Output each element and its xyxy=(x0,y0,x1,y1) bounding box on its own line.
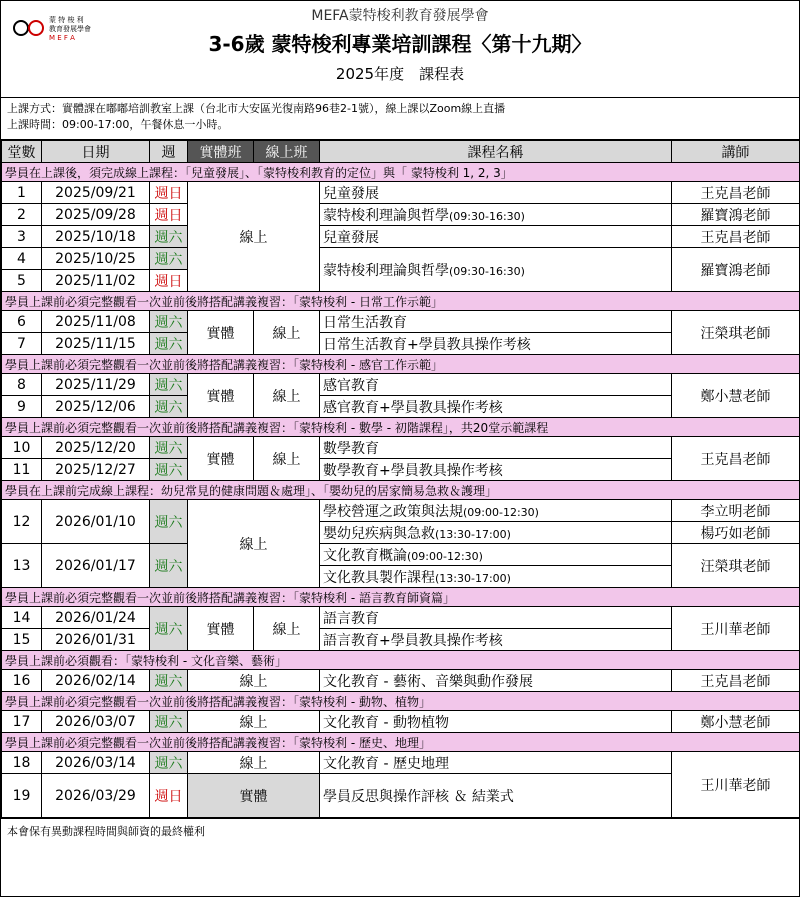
logo-line3: M E F A xyxy=(49,34,75,42)
info-line-1: 上課方式：實體課在嘟嘟培訓教室上課（台北市大安區光復南路96巷2-1號），線上課以Zoom線上直播 xyxy=(7,102,506,115)
note-row: 學員上課前必須完整觀看一次並前後將搭配講義複習：「蒙特梭利 - 數學 - 初階課程」，共20堂示範課程 xyxy=(2,418,800,437)
table-row: 12 2026/01/10 週六 線上 學校營運之政策與法規(09:00-12:30) 李立明老師 xyxy=(2,500,800,522)
col-header: 課程名稱 xyxy=(320,141,672,163)
table-row: 18 2026/03/14 週六 線上 文化教育 - 歷史地理 王川華老師 xyxy=(2,752,800,774)
table-row: 1 2025/09/21 週日 線上 兒童發展 王克昌老師 xyxy=(2,182,800,204)
table-row: 6 2025/11/08 週六 實體 線上 日常生活教育 汪榮琪老師 xyxy=(2,311,800,333)
note-row: 學員上課前必須完整觀看一次並前後將搭配講義複習：「蒙特梭利 - 動物、植物」 xyxy=(2,692,800,711)
mode-cell: 線上 xyxy=(188,182,320,292)
mefa-logo xyxy=(11,13,101,43)
col-header: 堂數 xyxy=(2,141,42,163)
note-row: 學員上課前必須完整觀看一次並前後將搭配講義複習：「蒙特梭利 - 感官工作示範」 xyxy=(2,355,800,374)
table-row: 13 2026/01/17 週六 文化教育概論(09:00-12:30) 汪榮琪老師 xyxy=(2,544,800,566)
table-row: 3 2025/10/18 週六 兒童發展 王克昌老師 xyxy=(2,226,800,248)
col-header: 線上班 xyxy=(254,141,320,163)
footer-note: 本會保有異動課程時間與師資的最終權利 xyxy=(1,818,799,843)
info-block xyxy=(1,98,799,140)
table-row: 16 2026/02/14 週六 線上 文化教育 - 藝術、音樂與動作發展 王克昌老師 xyxy=(2,670,800,692)
table-header-row xyxy=(2,141,800,163)
table-row: 文化教具製作課程(13:30-17:00) xyxy=(2,566,800,588)
info-line-2: 上課時間：09:00-17:00，午餐休息一小時。 xyxy=(7,118,229,131)
note-row: 學員上課前必須完整觀看一次並前後將搭配講義複習：「蒙特梭利 - 日常工作示範」 xyxy=(2,292,800,311)
table-row: 4 2025/10/25 週六 蒙特梭利理論與哲學(09:30-16:30) 羅寶鴻老師 xyxy=(2,248,800,270)
header xyxy=(1,1,799,98)
table-row: 2 2025/09/28 週日 蒙特梭利理論與哲學(09:30-16:30) 羅寶鴻老師 xyxy=(2,204,800,226)
org-name: MEFA蒙特梭利教育發展學會 xyxy=(311,8,489,24)
col-header: 講師 xyxy=(672,141,800,163)
col-header: 實體班 xyxy=(188,141,254,163)
table-row: 10 2025/12/20 週六 實體 線上 數學教育 王克昌老師 xyxy=(2,437,800,459)
table-row: 8 2025/11/29 週六 實體 線上 感官教育 鄭小慧老師 xyxy=(2,374,800,396)
table-row: 嬰幼兒疾病與急救(13:30-17:00) 楊巧如老師 xyxy=(2,522,800,544)
note-row: 學員在上課前完成線上課程：幼兒常見的健康問題＆處理」、「嬰幼兒的居家簡易急救＆護理」 xyxy=(2,481,800,500)
schedule-table xyxy=(1,140,800,818)
col-header: 日期 xyxy=(42,141,150,163)
table-row: 9 2025/12/06 週六 感官教育+學員教具操作考核 xyxy=(2,396,800,418)
table-row: 5 2025/11/02 週日 xyxy=(2,270,800,292)
note-row: 學員上課前必須完整觀看一次並前後將搭配講義複習：「蒙特梭利 - 語言教育師資篇」 xyxy=(2,588,800,607)
col-header: 週 xyxy=(150,141,188,163)
note-row: 學員上課前必須觀看：「蒙特梭利 - 文化音樂、藝術」 xyxy=(2,651,800,670)
page-title: 3-6歲 蒙特梭利專業培訓課程〈第十九期〉 xyxy=(208,32,592,56)
table-row: 17 2026/03/07 週六 線上 文化教育 - 動物植物 鄭小慧老師 xyxy=(2,711,800,733)
table-row: 15 2026/01/31 語言教育+學員教具操作考核 xyxy=(2,629,800,651)
logo-line1: 蒙 特 梭 利 xyxy=(49,16,84,24)
table-row: 7 2025/11/15 週六 日常生活教育+學員教具操作考核 xyxy=(2,333,800,355)
note-row: 學員上課前必須完整觀看一次並前後將搭配講義複習：「蒙特梭利 - 歷史、地理」 xyxy=(2,733,800,752)
note-row: 學員在上課後，須完成線上課程：「兒童發展」、「蒙特梭利教育的定位」與「 蒙特梭利 1, 2, 3」 xyxy=(2,163,800,182)
mefa-logo-icon xyxy=(11,13,101,43)
table-row: 11 2025/12/27 週六 數學教育+學員教具操作考核 xyxy=(2,459,800,481)
logo-line2: 教育發展學會 xyxy=(49,25,91,33)
table-row: 14 2026/01/24 週六 實體 線上 語言教育 王川華老師 xyxy=(2,607,800,629)
table-row: 19 2026/03/29 週日 實體 學員反思與操作評核 ＆ 結業式 xyxy=(2,774,800,818)
page-subtitle: 2025年度 課程表 xyxy=(335,65,465,83)
